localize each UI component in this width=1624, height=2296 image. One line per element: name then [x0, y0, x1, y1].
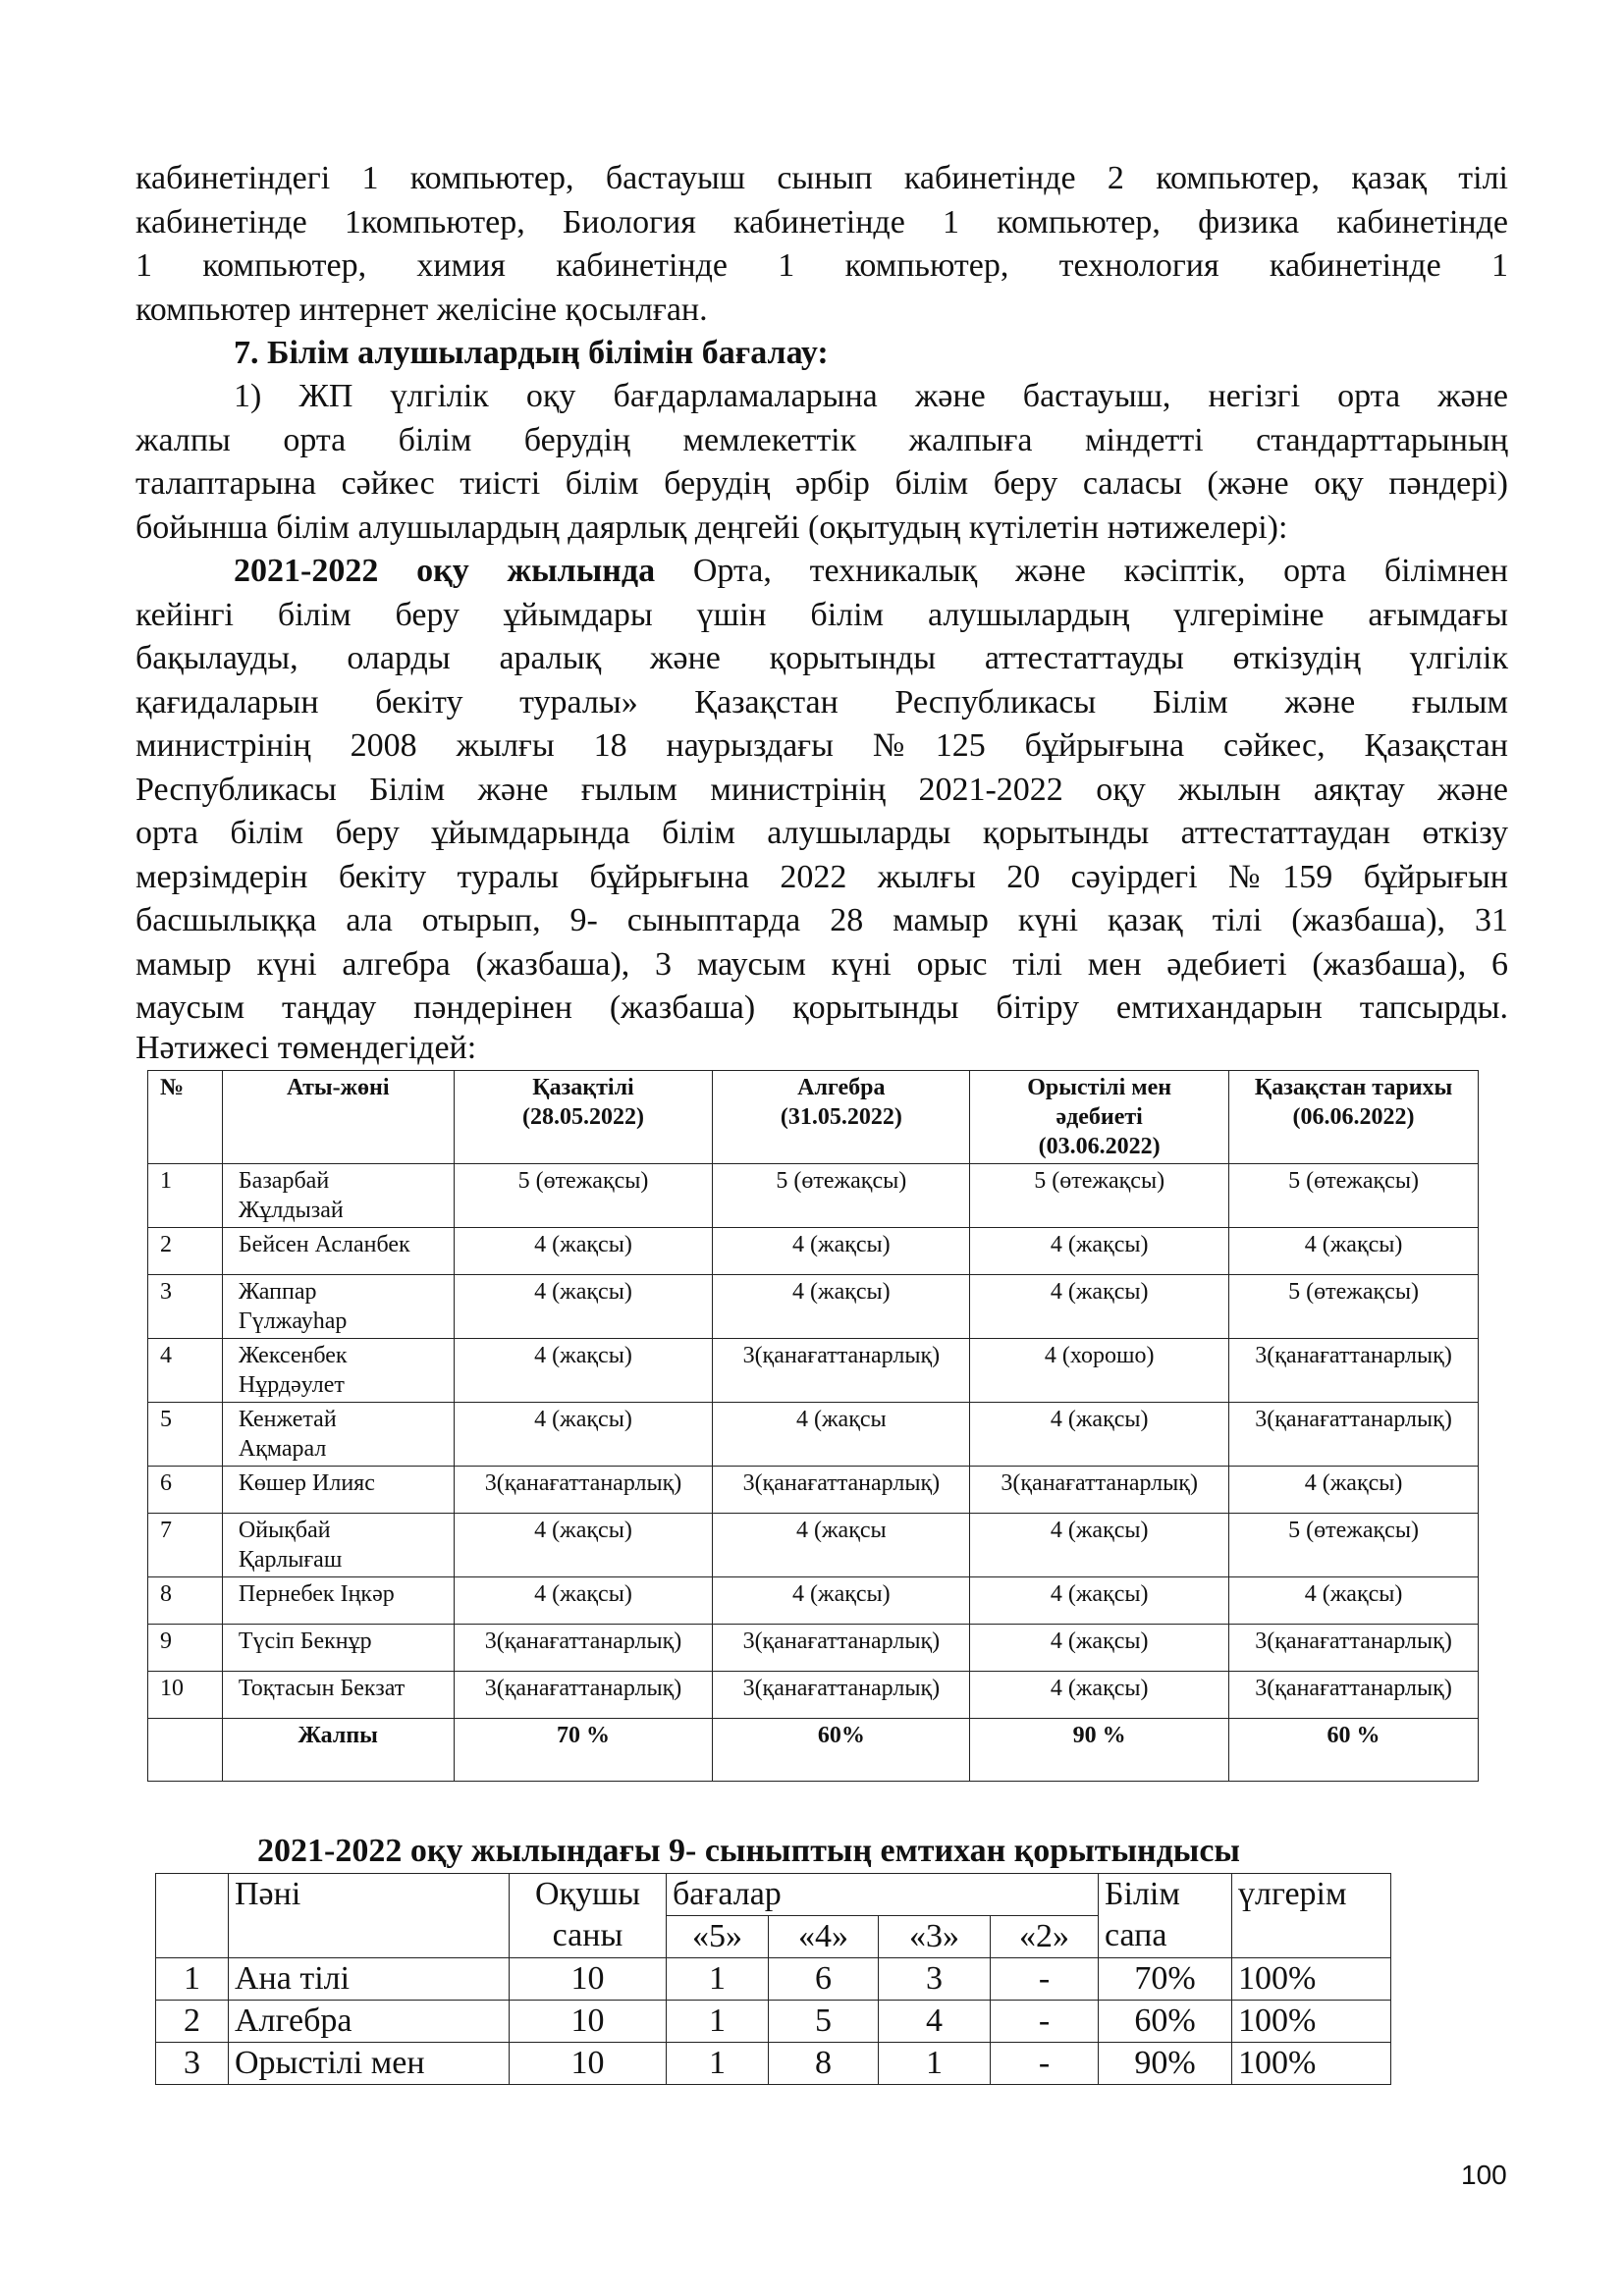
header-algebra: Алгебра (31.05.2022) — [713, 1071, 970, 1164]
algebra-grade-cell: 3(қанағаттанарлық) — [713, 1467, 970, 1514]
russian-grade-cell: 5 (өтежақсы) — [970, 1164, 1229, 1228]
row-num-cell: 1 — [148, 1164, 223, 1228]
history-grade-cell: 4 (жақсы) — [1229, 1577, 1479, 1625]
russian-grade-cell: 4 (жақсы) — [970, 1275, 1229, 1339]
grade-5-count-cell: 1 — [667, 2001, 769, 2043]
history-grade-cell: 3(қанағаттанарлық) — [1229, 1403, 1479, 1467]
kazakh-grade-cell: 3(қанағаттанарлық) — [454, 1467, 713, 1514]
row-num-cell: 6 — [148, 1467, 223, 1514]
history-grade-cell: 3(қанағаттанарлық) — [1229, 1672, 1479, 1719]
kazakh-grade-cell: 3(қанағаттанарлық) — [454, 1672, 713, 1719]
summary-row — [156, 2043, 1391, 2085]
grade-3-count-cell: 3 — [879, 1958, 991, 2001]
text-line: жалпы орта білім берудің мемлекеттік жалпыға міндетті стандарттарының — [135, 421, 1508, 458]
quality-cell: 90% — [1099, 2043, 1232, 2085]
text-line: мамыр күні алгебра (жазбаша), 3 маусым күні орыс тілі мен әдебиеті (жазбаша), 6 — [135, 945, 1508, 983]
progress-cell: 100% — [1232, 2001, 1391, 2043]
text-line: компьютер интернет желісіне қосылған. — [135, 291, 708, 328]
kazakh-grade-cell: 5 (өтежақсы) — [454, 1164, 713, 1228]
russian-grade-cell: 4 (жақсы) — [970, 1577, 1229, 1625]
bold-lead: 2021-2022 оқу жылында — [234, 553, 656, 589]
row-num-cell: 7 — [148, 1514, 223, 1577]
header-count-line2: саны — [552, 1917, 623, 1953]
russian-grade-cell: 4 (жақсы) — [970, 1672, 1229, 1719]
total-history: 60 % — [1229, 1719, 1479, 1782]
text-line: орта білім беру ұйымдарында білім алушыларды қорытынды аттестаттаудан өткізу — [135, 815, 1508, 851]
subject-cell: Алгебра — [229, 2001, 510, 2043]
student-name-cell: Бейсен Асланбек — [222, 1228, 454, 1275]
russian-grade-cell: 4 (жақсы) — [970, 1228, 1229, 1275]
table-row — [148, 1275, 1479, 1339]
table-row — [148, 1467, 1479, 1514]
russian-grade-cell: 4 (жақсы) — [970, 1403, 1229, 1467]
student-count-cell: 10 — [510, 2043, 667, 2085]
header-grade-4: «4» — [769, 1916, 879, 1958]
summary-row — [156, 2001, 1391, 2043]
student-name-cell: Тоқтасын Бекзат — [222, 1672, 454, 1719]
requirements-paragraph — [135, 375, 1508, 550]
header-grade-3: «3» — [879, 1916, 991, 1958]
header-num: № — [148, 1071, 223, 1164]
history-grade-cell: 4 (жақсы) — [1229, 1228, 1479, 1275]
row-num-cell: 2 — [156, 2001, 229, 2043]
total-row — [148, 1719, 1479, 1782]
quality-cell: 70% — [1099, 1958, 1232, 2001]
total-empty-cell — [148, 1719, 223, 1782]
history-grade-cell: 5 (өтежақсы) — [1229, 1514, 1479, 1577]
algebra-grade-cell: 3(қанағаттанарлық) — [713, 1339, 970, 1403]
text-line: 1 компьютер, химия кабинетінде 1 компьютер, технология кабинетінде 1 — [135, 247, 1508, 284]
row-num-cell: 3 — [156, 2043, 229, 2085]
row-num-cell: 3 — [148, 1275, 223, 1339]
text-line: талаптарына сәйкес тиісті білім берудің әрбір білім беру саласы (және оқу пәндері) — [135, 465, 1508, 502]
russian-grade-cell: 4 (жақсы) — [970, 1514, 1229, 1577]
row-num-cell: 5 — [148, 1403, 223, 1467]
header-quality-line2: сапа — [1105, 1917, 1167, 1953]
student-name-cell: Жаппар Гүлжауһар — [222, 1275, 454, 1339]
row-num-cell: 8 — [148, 1577, 223, 1625]
total-russian: 90 % — [970, 1719, 1229, 1782]
student-name-cell: Кенжетай Ақмарал — [222, 1403, 454, 1467]
kazakh-grade-cell: 4 (жақсы) — [454, 1275, 713, 1339]
header-name: Аты-жөні — [222, 1071, 454, 1164]
student-name-cell: Базарбай Жұлдызай — [222, 1164, 454, 1228]
table-row — [148, 1625, 1479, 1672]
lead-rest: Орта, техникалық және кәсіптік, орта білімнен — [655, 553, 1508, 589]
grade-2-count-cell: - — [991, 1958, 1099, 2001]
text-line: Республикасы Білім және ғылым министрінің 2021-2022 оқу жылын аяқтау және — [135, 771, 1508, 808]
history-grade-cell: 3(қанағаттанарлық) — [1229, 1625, 1479, 1672]
summary-header-row-1 — [156, 1874, 1391, 1916]
text-line: 1) ЖП үлгілік оқу бағдарламаларына және бастауыш, негізгі орта және — [234, 378, 1508, 414]
row-num-cell: 9 — [148, 1625, 223, 1672]
text-line: бақылауды, оларды аралық және қорытынды аттестаттауды өткізудің үлгілік — [135, 640, 1508, 676]
history-grade-cell: 5 (өтежақсы) — [1229, 1275, 1479, 1339]
algebra-grade-cell: 4 (жақсы — [713, 1514, 970, 1577]
history-grade-cell: 5 (өтежақсы) — [1229, 1164, 1479, 1228]
header-kazakh: Қазақтілі (28.05.2022) — [454, 1071, 713, 1164]
grade-4-count-cell: 5 — [769, 2001, 879, 2043]
page-number: 100 — [1461, 2160, 1507, 2190]
row-num-cell: 4 — [148, 1339, 223, 1403]
algebra-grade-cell: 4 (жақсы) — [713, 1577, 970, 1625]
grade-3-count-cell: 4 — [879, 2001, 991, 2043]
kazakh-grade-cell: 4 (жақсы) — [454, 1403, 713, 1467]
algebra-grade-cell: 5 (өтежақсы) — [713, 1164, 970, 1228]
subject-cell: Ана тілі — [229, 1958, 510, 2001]
student-name-cell: Көшер Илияс — [222, 1467, 454, 1514]
text-line: мерзімдерін бекіту туралы бұйрығына 2022 жылғы 20 сәуірдегі №159 бұйрығын — [135, 858, 1508, 895]
table-row — [148, 1403, 1479, 1467]
header-history: Қазақстан тарихы (06.06.2022) — [1229, 1071, 1479, 1164]
grade-2-count-cell: - — [991, 2001, 1099, 2043]
student-name-cell: Ойықбай Қарлығаш — [222, 1514, 454, 1577]
intro-paragraph — [135, 157, 1508, 332]
russian-grade-cell: 3(қанағаттанарлық) — [970, 1467, 1229, 1514]
header-quality-line1: Білім — [1105, 1876, 1180, 1912]
total-algebra: 60% — [713, 1719, 970, 1782]
table-row — [148, 1228, 1479, 1275]
table-row — [148, 1514, 1479, 1577]
text-line: кабинетінде 1компьютер, Биология кабинетінде 1 компьютер, физика кабинетінде — [135, 203, 1508, 240]
progress-cell: 100% — [1232, 2043, 1391, 2085]
table-row — [148, 1672, 1479, 1719]
row-num-cell: 2 — [148, 1228, 223, 1275]
russian-grade-cell: 4 (жақсы) — [970, 1625, 1229, 1672]
header-quality — [1099, 1874, 1232, 1958]
summary-row — [156, 1958, 1391, 2001]
history-grade-cell: 3(қанағаттанарлық) — [1229, 1339, 1479, 1403]
summary-title: 2021-2022 оқу жылындағы 9- сыныптың емтихан қорытындысы — [257, 1833, 1240, 1869]
table-header-row — [148, 1071, 1479, 1164]
history-grade-cell: 4 (жақсы) — [1229, 1467, 1479, 1514]
text-line: басшылыққа ала отырып, 9- сыныптарда 28 мамыр күні қазақ тілі (жазбаша), 31 — [135, 902, 1508, 938]
student-name-cell: Түсіп Бекнұр — [222, 1625, 454, 1672]
quality-cell: 60% — [1099, 2001, 1232, 2043]
text-line: кабинетіндегі 1 компьютер, бастауыш сынып кабинетінде 2 компьютер, қазақ тілі — [135, 160, 1508, 196]
total-label: Жалпы — [222, 1719, 454, 1782]
algebra-grade-cell: 3(қанағаттанарлық) — [713, 1672, 970, 1719]
exam-paragraph — [135, 550, 1508, 1031]
header-progress: үлгерім — [1232, 1874, 1391, 1958]
row-num-cell: 1 — [156, 1958, 229, 2001]
exam-summary-table — [155, 1873, 1391, 2085]
text-line: қағидаларын бекіту туралы» Қазақстан Республикасы Білім және ғылым — [135, 683, 1508, 721]
section-heading: 7. Білім алушылардың білімін бағалау: — [234, 335, 829, 371]
algebra-grade-cell: 3(қанағаттанарлық) — [713, 1625, 970, 1672]
russian-grade-cell: 4 (хорошо) — [970, 1339, 1229, 1403]
row-num-cell: 10 — [148, 1672, 223, 1719]
table-row — [148, 1164, 1479, 1228]
header-subject: Пәні — [229, 1874, 510, 1958]
text-line: министрінің 2008 жылғы 18 наурыздағы №125 бұйрығына сәйкес, Қазақстан — [135, 727, 1508, 764]
kazakh-grade-cell: 4 (жақсы) — [454, 1339, 713, 1403]
algebra-grade-cell: 4 (жақсы — [713, 1403, 970, 1467]
header-grade-5: «5» — [667, 1916, 769, 1958]
table-row — [148, 1577, 1479, 1625]
result-label: Нәтижесі төмендегідей: — [135, 1030, 477, 1066]
student-name-cell: Пернебек Іңкәр — [222, 1577, 454, 1625]
progress-cell: 100% — [1232, 1958, 1391, 2001]
text-line: кейінгі білім беру ұйымдары үшін білім алушылардың үлгеріміне ағымдағы — [135, 596, 1508, 633]
grade-3-count-cell: 1 — [879, 2043, 991, 2085]
exam-results-table — [147, 1070, 1479, 1782]
header-count-line1: Оқушы — [534, 1876, 641, 1912]
kazakh-grade-cell: 3(қанағаттанарлық) — [454, 1625, 713, 1672]
kazakh-grade-cell: 4 (жақсы) — [454, 1577, 713, 1625]
algebra-grade-cell: 4 (жақсы) — [713, 1228, 970, 1275]
student-name-cell: Жексенбек Нұрдәулет — [222, 1339, 454, 1403]
header-count — [510, 1874, 667, 1958]
student-count-cell: 10 — [510, 2001, 667, 2043]
grade-4-count-cell: 8 — [769, 2043, 879, 2085]
grade-4-count-cell: 6 — [769, 1958, 879, 2001]
header-grades: бағалар — [667, 1874, 1099, 1916]
algebra-grade-cell: 4 (жақсы) — [713, 1275, 970, 1339]
header-empty-cell — [156, 1874, 229, 1958]
grade-2-count-cell: - — [991, 2043, 1099, 2085]
kazakh-grade-cell: 4 (жақсы) — [454, 1228, 713, 1275]
header-russian: Орыстілі мен әдебиеті (03.06.2022) — [970, 1071, 1229, 1164]
subject-cell: Орыстілі мен — [229, 2043, 510, 2085]
text-line: маусым таңдау пәндерінен (жазбаша) қорытынды бітіру емтихандарын тапсырды. — [135, 989, 1508, 1026]
total-kazakh: 70 % — [454, 1719, 713, 1782]
table-row — [148, 1339, 1479, 1403]
grade-5-count-cell: 1 — [667, 1958, 769, 2001]
student-count-cell: 10 — [510, 1958, 667, 2001]
text-line — [135, 550, 1508, 594]
text-line: бойынша білім алушылардың даярлық деңгейі (оқытудың күтілетін нәтижелері): — [135, 508, 1288, 546]
header-grade-2: «2» — [991, 1916, 1099, 1958]
grade-5-count-cell: 1 — [667, 2043, 769, 2085]
kazakh-grade-cell: 4 (жақсы) — [454, 1514, 713, 1577]
